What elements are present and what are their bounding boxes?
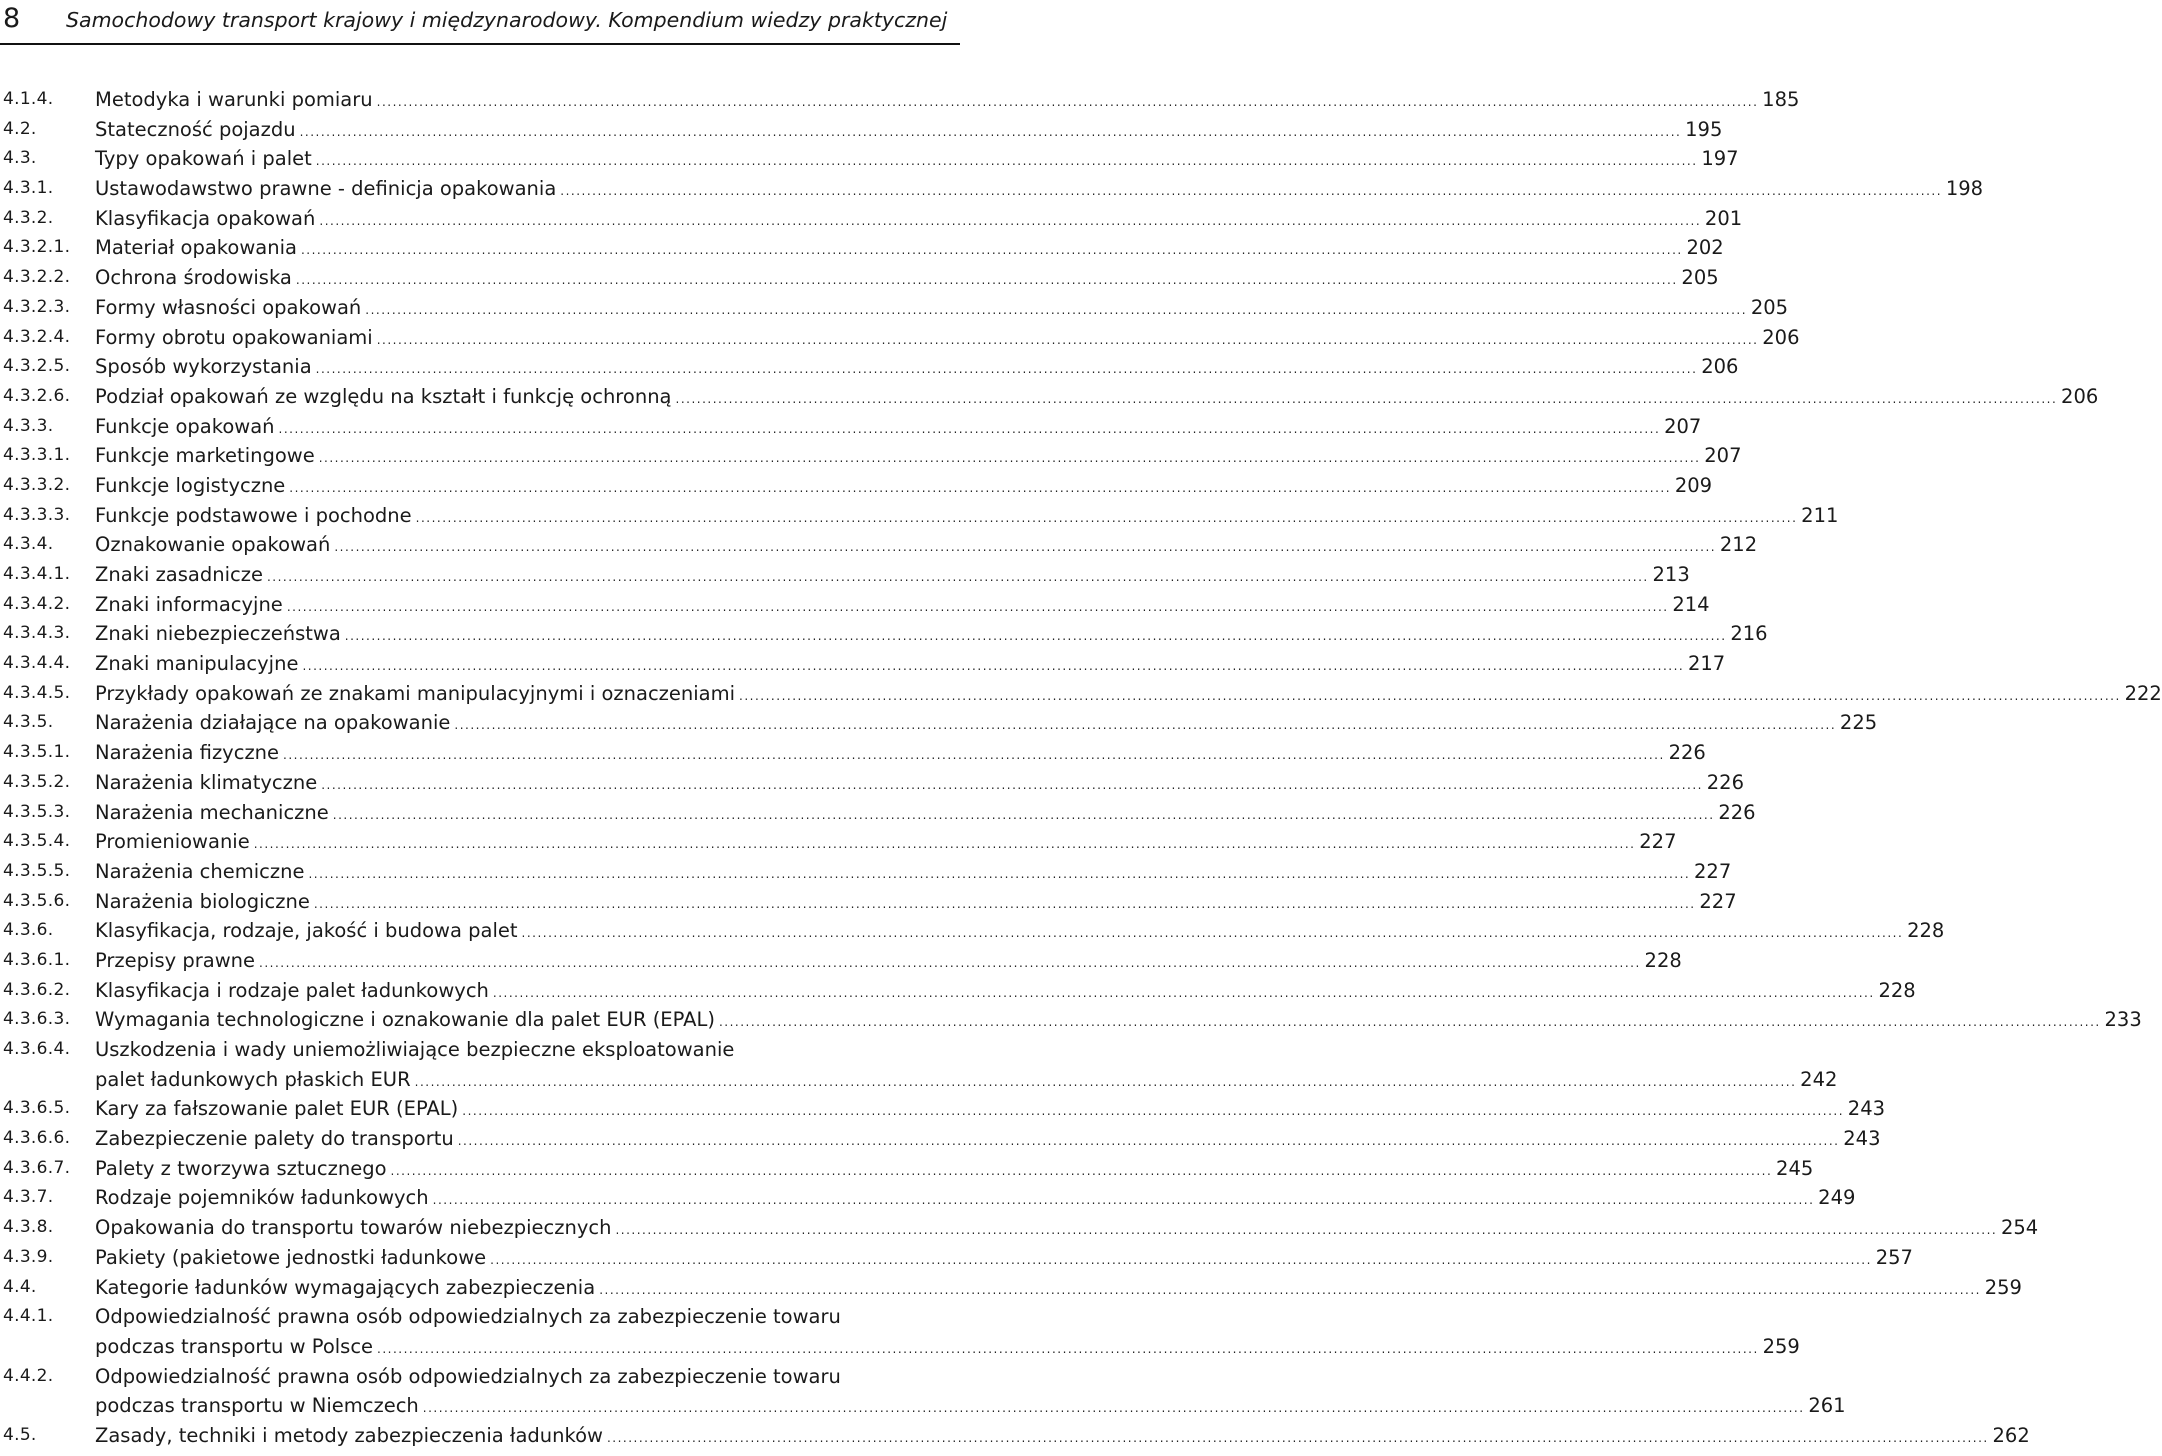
toc-entry-page: 245 [1776,1156,1814,1180]
toc-entry-title: Znaki manipulacyjne [95,652,299,676]
page-number: 8 [3,3,21,34]
toc-entry [0,976,1916,1006]
toc-entry [0,887,1737,917]
toc-entry-number: 4.3.6.7. [3,1157,71,1178]
toc-entry-title: Typy opakowań i palet [95,147,312,171]
toc-entry-number: 4.3.4.4. [3,653,71,674]
toc-entry-title: Uszkodzenia i wady uniemożliwiające bezpieczne eksploatowanie [95,1038,735,1061]
toc-entry [0,560,1690,590]
toc-entry [0,768,1744,798]
toc-entry [0,1273,2022,1303]
toc-entry-title: Narażenia klimatyczne [95,770,318,794]
toc-entry-number: 4.3.3. [3,415,54,436]
toc-entry-title: Funkcje podstawowe i pochodne [95,503,412,527]
toc-entry [0,530,1758,560]
toc-entry-title: Funkcje marketingowe [95,444,315,468]
toc-entry-title: Kary za fałszowanie palet EUR (EPAL) [95,1097,459,1121]
toc-entry-page: 262 [1992,1423,2030,1447]
dot-leader: .................................................................................................................................................................................................................................................................... [365,302,1748,317]
toc-entry-number: 4.3.6. [3,920,54,941]
toc-entry-title: Przepisy prawne [95,948,256,972]
dot-leader: .................................................................................................................................................................................................................................................................... [718,1015,2101,1030]
toc-entry [0,649,1726,679]
toc-entry-number: 4.3.5.4. [3,831,71,852]
toc-entry-title: Zasady, techniki i metody zabezpieczenia ładunków [95,1423,603,1447]
toc-entry-title: Oznakowanie opakowań [95,533,331,557]
dot-leader: .................................................................................................................................................................................................................................................................... [560,184,1943,199]
toc-entry-title: Narażenia fizyczne [95,741,280,765]
toc-entry-page: 195 [1685,117,1723,141]
toc-entry-page: 226 [1668,741,1706,765]
toc-entry-number: 4.3.5.3. [3,801,71,822]
toc-entry-title: Palety z tworzywa sztucznego [95,1156,387,1180]
toc-entry-page: 197 [1701,147,1739,171]
toc-entry-number: 4.3.5. [3,712,54,733]
dot-leader: .................................................................................................................................................................................................................................................................... [454,718,1837,733]
toc-entry-number: 4.4. [3,1276,37,1297]
toc-entry [0,798,1756,828]
toc-entry-number: 4.3.8. [3,1217,54,1238]
toc-entry-number: 4.2. [3,118,37,139]
dot-leader: .................................................................................................................................................................................................................................................................... [376,332,1759,347]
toc-entry-number: 4.3.4. [3,534,54,555]
toc-entry-title: Podział opakowań ze względu na kształt i funkcję ochronną [95,384,672,408]
toc-entry [0,174,1984,204]
toc-entry-number: 4.3.2.2. [3,267,71,288]
toc-entry-page: 226 [1706,770,1744,794]
toc-entry-page: 228 [1878,978,1916,1002]
toc-entry-title: Sposób wykorzystania [95,355,312,379]
toc-entry-number: 4.3.2.6. [3,385,71,406]
toc-entry-title: Formy własności opakowań [95,295,362,319]
toc-entry [0,708,1878,738]
toc-entry-number: 4.3.5.1. [3,742,71,763]
toc-entry-title: Klasyfikacja, rodzaje, jakość i budowa palet [95,919,518,943]
toc-entry-title: Formy obrotu opakowaniami [95,325,373,349]
dot-leader: .................................................................................................................................................................................................................................................................... [286,599,1669,614]
toc-entry-title: Funkcje logistyczne [95,473,286,497]
toc-entry-page: 209 [1674,473,1713,497]
toc-entry-page: 201 [1704,206,1743,230]
dot-leader: .................................................................................................................................................................................................................................................................... [278,421,1661,436]
toc-entry-number: 4.3.5.5. [3,860,71,881]
toc-entry-title: Narażenia działające na opakowanie [95,711,451,735]
toc-entry-number: 4.3.9. [3,1246,54,1267]
toc-entry [0,946,1682,976]
toc-entry-title: Klasyfikacja i rodzaje palet ładunkowych [95,978,489,1002]
toc-entry-page: 225 [1839,711,1878,735]
toc-entry [0,263,1719,293]
toc-entry [0,738,1706,768]
toc-entry-number: 4.3.3.3. [3,504,71,525]
toc-entry [0,1035,1838,1094]
toc-entry-page: 207 [1664,414,1702,438]
toc-entry-number: 4.3.3.2. [3,474,71,495]
toc-entry-page: 254 [2000,1216,2039,1240]
toc-entry-title: Funkcje opakowań [95,414,275,438]
toc-entry-number: 4.3.2.3. [3,296,71,317]
dot-leader: .................................................................................................................................................................................................................................................................... [615,1223,1998,1238]
toc-entry [0,857,1732,887]
toc-entry-title: Opakowania do transportu towarów niebezpiecznych [95,1216,612,1240]
toc-entry-page: 249 [1818,1186,1856,1210]
toc-entry [0,1243,1913,1273]
toc-entry-page: 227 [1694,859,1732,883]
dot-leader: .................................................................................................................................................................................................................................................................... [313,896,1696,911]
toc-entry-page: 228 [1907,919,1945,943]
table-of-contents [0,85,2162,1451]
toc-entry-page: 233 [2104,1008,2142,1032]
toc-entry-page: 205 [1750,295,1789,319]
toc-entry-title: Znaki niebezpieczeństwa [95,622,341,646]
toc-entry-page: 206 [1762,325,1800,349]
dot-leader: .................................................................................................................................................................................................................................................................... [253,837,1636,852]
toc-entry-page: 206 [2061,384,2099,408]
toc-entry-page: 198 [1945,177,1984,201]
toc-entry-number: 4.3.6.5. [3,1098,71,1119]
toc-entry-page: 228 [1644,948,1682,972]
dot-leader: .................................................................................................................................................................................................................................................................... [462,1104,1845,1119]
toc-entry [0,1362,1846,1421]
toc-entry-page: 205 [1681,266,1719,290]
toc-entry-number: 4.3.4.2. [3,593,71,614]
toc-entry-title: Klasyfikacja opakowań [95,206,316,230]
toc-entry-title: Metodyka i warunki pomiaru [95,88,373,111]
toc-entry-page: 216 [1730,622,1768,646]
dot-leader: .................................................................................................................................................................................................................................................................... [315,362,1698,377]
toc-entry [0,352,1739,382]
dot-leader: .................................................................................................................................................................................................................................................................... [332,807,1715,822]
toc-entry-number: 4.3.2.4. [3,326,71,347]
dot-leader: .................................................................................................................................................................................................................................................................... [266,570,1649,584]
toc-entry [0,1421,2030,1451]
toc-entry-title: Odpowiedzialność prawna osób odpowiedzialnych za zabezpieczenie towaru [95,1305,841,1329]
dot-leader: .................................................................................................................................................................................................................................................................... [599,1282,1981,1297]
toc-entry-title: Pakiety (pakietowe jednostki ładunkowe [95,1245,487,1269]
toc-entry-page: 222 [2124,681,2162,705]
toc-entry-page: 259 [1984,1275,2022,1299]
dot-leader: .................................................................................................................................................................................................................................................................... [300,243,1683,258]
toc-entry-number: 4.3.2.1. [3,237,71,258]
dot-leader: .................................................................................................................................................................................................................................................................... [492,985,1875,1000]
dot-leader: .................................................................................................................................................................................................................................................................... [376,95,1759,109]
toc-entry-number: 4.3.2. [3,207,54,228]
toc-entry [0,1094,1886,1124]
toc-entry [0,382,2099,412]
toc-entry-title: palet ładunkowych płaskich EUR [95,1067,411,1091]
toc-entry-page: 243 [1843,1127,1881,1151]
toc-entry-page: 257 [1875,1245,1913,1269]
dot-leader: .................................................................................................................................................................................................................................................................... [299,124,1682,139]
dot-leader: .................................................................................................................................................................................................................................................................... [289,480,1672,495]
toc-entry-title: Rodzaje pojemników ładunkowych [95,1186,429,1210]
toc-entry [0,441,1742,471]
toc-entry-number: 4.3.4.5. [3,682,71,703]
toc-entry [0,501,1839,531]
toc-entry-page: 213 [1652,563,1690,586]
dot-leader: .................................................................................................................................................................................................................................................................... [344,629,1727,644]
toc-entry [0,1005,2142,1035]
dot-leader: .................................................................................................................................................................................................................................................................... [521,926,1904,941]
dot-leader: .................................................................................................................................................................................................................................................................... [390,1163,1773,1178]
toc-entry-number: 4.3.6.1. [3,949,71,970]
toc-entry-number: 4.3.6.3. [3,1009,71,1030]
toc-entry-title: podczas transportu w Polsce [95,1334,374,1358]
toc-entry-page: 206 [1701,355,1739,379]
toc-entry [0,590,1710,620]
running-title: Samochodowy transport krajowy i międzynarodowy. Kompendium wiedzy praktycznej [66,8,948,32]
toc-entry-number: 4.3.6.4. [3,1039,71,1059]
toc-entry-number: 4.4.2. [3,1365,54,1386]
toc-entry-title: Zabezpieczenie palety do transportu [95,1127,454,1151]
dot-leader: .................................................................................................................................................................................................................................................................... [319,213,1702,228]
toc-entry-page: 207 [1704,444,1742,468]
toc-entry-page: 214 [1672,592,1710,616]
toc-entry [0,144,1739,174]
dot-leader: .................................................................................................................................................................................................................................................................... [606,1430,1989,1445]
toc-entry-number: 4.5. [3,1424,37,1445]
toc-entry-title: Ochrona środowiska [95,266,292,290]
dot-leader: .................................................................................................................................................................................................................................................................... [377,1341,1759,1356]
toc-entry-number: 4.3.6.2. [3,979,71,1000]
toc-entry [0,679,2162,709]
toc-entry [0,827,1677,857]
toc-entry-number: 4.3.6.6. [3,1128,71,1149]
toc-entry-page: 227 [1639,830,1677,854]
toc-entry [0,233,1724,263]
toc-entry-number: 4.1.4. [3,89,54,109]
toc-entry-number: 4.3.7. [3,1187,54,1208]
toc-entry-number: 4.3.2.5. [3,356,71,377]
dot-leader: .................................................................................................................................................................................................................................................................... [334,540,1717,555]
toc-entry-title: Odpowiedzialność prawna osób odpowiedzialnych za zabezpieczenie towaru [95,1364,841,1388]
toc-entry-number: 4.3.5.2. [3,771,71,792]
toc-entry-page: 226 [1718,800,1756,824]
toc-entry [0,323,1800,353]
toc-entry-page: 261 [1808,1394,1846,1418]
toc-entry-page: 185 [1762,88,1800,111]
toc-entry-number: 4.3.3.1. [3,445,71,466]
toc-entry [0,916,1945,946]
toc-entry-title: Wymagania technologiczne i oznakowanie dla palet EUR (EPAL) [95,1008,715,1032]
toc-entry-number: 4.3.5.6. [3,890,71,911]
dot-leader: .................................................................................................................................................................................................................................................................... [259,955,1641,970]
dot-leader: .................................................................................................................................................................................................................................................................... [321,777,1703,792]
toc-entry-title: Znaki zasadnicze [95,563,263,586]
dot-leader: .................................................................................................................................................................................................................................................................... [315,154,1698,169]
toc-entry-title: Stateczność pojazdu [95,117,296,141]
toc-entry-number: 4.3.4.1. [3,564,71,584]
toc-entry-page: 242 [1800,1067,1838,1091]
toc-entry [0,1154,1814,1184]
dot-leader: .................................................................................................................................................................................................................................................................... [490,1252,1872,1267]
dot-leader: .................................................................................................................................................................................................................................................................... [302,659,1685,674]
dot-leader: .................................................................................................................................................................................................................................................................... [739,688,2121,703]
toc-entry-number: 4.3.1. [3,178,54,199]
toc-entry [0,293,1789,323]
toc-entry-title: podczas transportu w Niemczech [95,1394,419,1418]
dot-leader: .................................................................................................................................................................................................................................................................... [457,1134,1840,1149]
toc-entry-page: 217 [1687,652,1726,676]
toc-entry-number: 4.3.4.3. [3,623,71,644]
toc-entry-title: Materiał opakowania [95,236,297,260]
dot-leader: .................................................................................................................................................................................................................................................................... [318,451,1701,466]
toc-entry-page: 243 [1847,1097,1886,1121]
dot-leader: .................................................................................................................................................................................................................................................................... [432,1193,1815,1208]
toc-entry-title: Ustawodawstwo prawne - definicja opakowania [95,177,557,201]
toc-entry-title: Znaki informacyjne [95,592,283,616]
toc-entry [0,85,1800,115]
toc-entry [0,1302,1800,1361]
toc-entry [0,1124,1881,1154]
dot-leader: .................................................................................................................................................................................................................................................................... [414,1074,1797,1089]
toc-entry-title: Narażenia biologiczne [95,889,310,913]
toc-entry-page: 212 [1719,533,1758,557]
toc-entry [0,412,1702,442]
toc-entry [0,471,1713,501]
dot-leader: .................................................................................................................................................................................................................................................................... [308,866,1691,881]
toc-entry [0,1183,1856,1213]
page-header [0,0,960,44]
toc-entry-page: 227 [1699,889,1737,913]
toc-entry-title: Kategorie ładunków wymagających zabezpieczenia [95,1275,596,1299]
toc-entry [0,1213,2039,1243]
toc-entry [0,115,1723,145]
toc-entry-page: 259 [1762,1334,1800,1358]
dot-leader: .................................................................................................................................................................................................................................................................... [283,748,1665,763]
toc-entry-title: Narażenia chemiczne [95,859,305,883]
header-rule [0,43,960,45]
toc-entry-page: 211 [1801,503,1839,527]
toc-entry-title: Narażenia mechaniczne [95,800,329,824]
dot-leader: .................................................................................................................................................................................................................................................................... [675,391,2058,406]
toc-entry [0,204,1743,234]
toc-entry-title: Promieniowanie [95,830,250,854]
dot-leader: .................................................................................................................................................................................................................................................................... [422,1401,1805,1416]
toc-entry-number: 4.3. [3,148,37,169]
dot-leader: .................................................................................................................................................................................................................................................................... [415,510,1798,525]
toc-entry [0,619,1768,649]
toc-entry-number: 4.4.1. [3,1306,54,1327]
toc-entry-page: 202 [1686,236,1724,260]
toc-entry-title: Przykłady opakowań ze znakami manipulacyjnymi i oznaczeniami [95,681,736,705]
dot-leader: .................................................................................................................................................................................................................................................................... [295,273,1678,288]
